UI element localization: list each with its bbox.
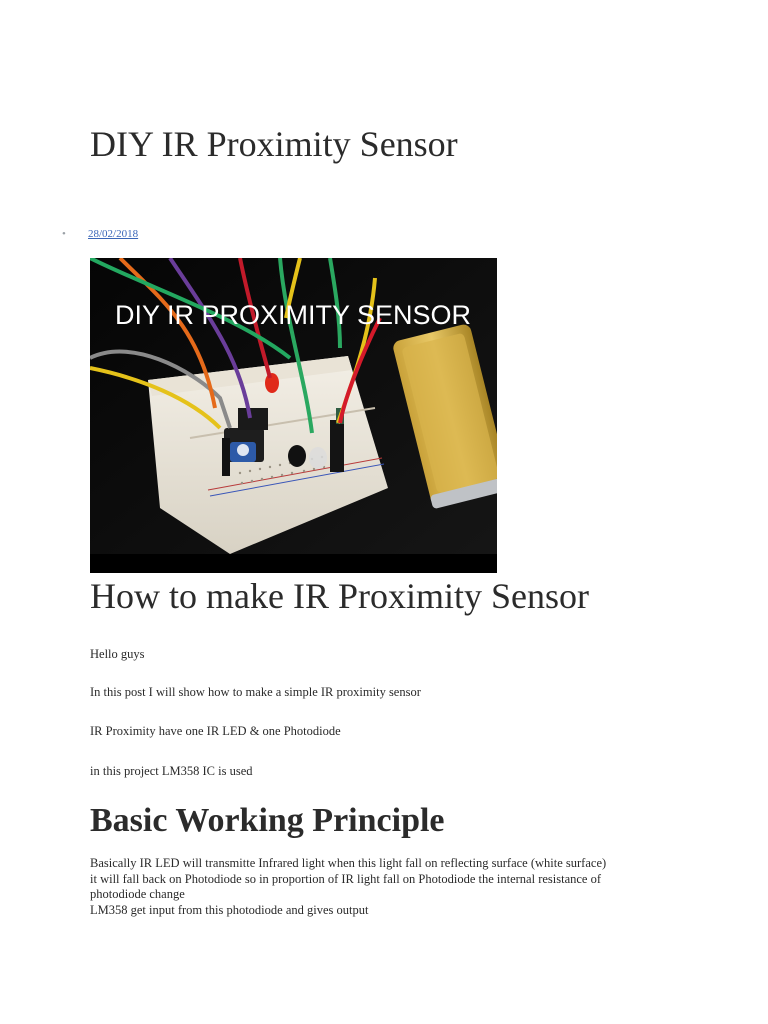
paragraph: In this post I will show how to make a simple IR proximity sensor — [90, 685, 421, 699]
page-title: DIY IR Proximity Sensor — [90, 124, 458, 164]
text-line: photodiode change — [90, 887, 185, 901]
hero-image — [90, 258, 497, 573]
paragraph: Hello guys — [90, 647, 145, 661]
text-line: LM358 get input from this photodiode and gives output — [90, 902, 369, 917]
text-line: Basically IR LED will transmitte Infrared light when this light fall on reflecting surface (white surface) — [90, 856, 607, 870]
principle-text — [90, 856, 650, 918]
text-line: it will fall back on Photodiode so in proportion of IR light fall on Photodiode the internal resistance of — [90, 871, 602, 886]
post-meta-item — [0, 226, 138, 242]
paragraph: in this project LM358 IC is used — [90, 764, 253, 778]
section-heading-how-to: How to make IR Proximity Sensor — [90, 576, 589, 616]
section-heading-principle: Basic Working Principle — [90, 802, 445, 839]
post-meta-list — [0, 226, 138, 242]
breadboard-photo — [90, 258, 497, 573]
paragraph: IR Proximity have one IR LED & one Photodiode — [90, 724, 341, 738]
post-date-link[interactable]: 28/02/2018 — [88, 228, 139, 240]
hero-caption: DIY IR PROXIMITY SENSOR — [114, 300, 472, 330]
bullet-icon: • — [62, 228, 66, 240]
